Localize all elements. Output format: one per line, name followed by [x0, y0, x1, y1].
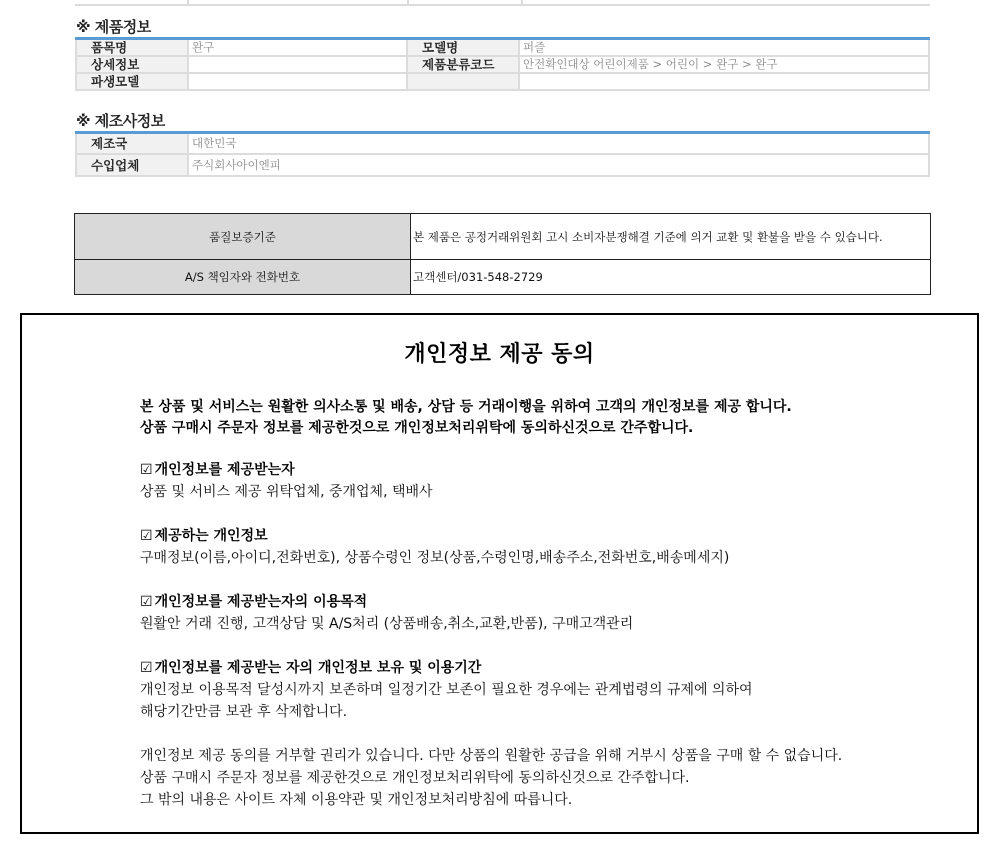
footer-line: 그 밖의 내용은 사이트 자체 이용약관 및 개인정보처리방침에 따릅니다. — [140, 792, 573, 808]
value-category-code: 안전확인대상 어린이제품 > 어린이 > 완구 > 완구 — [519, 56, 929, 73]
table-row — [76, 73, 929, 90]
table-row — [76, 39, 929, 57]
manufacturer-info-table — [75, 131, 930, 177]
table-row — [76, 56, 929, 73]
privacy-consent-box — [20, 313, 979, 834]
value-detail-info — [188, 56, 407, 73]
section-body: 원활안 거래 진행, 고객상담 및 A/S처리 (상품배송,취소,교환,반품), 구매고객관리 — [140, 616, 634, 632]
consent-section-recipient — [140, 459, 433, 503]
value-model-name: 퍼즐 — [519, 39, 929, 57]
value-item-name: 완구 — [188, 39, 407, 57]
section-body: 개인정보 이용목적 달성시까지 보존하며 일정기간 보존이 필요한 경우에는 관계법령의 규제에 의하여 — [140, 682, 753, 698]
table-row — [75, 214, 931, 260]
value-quality-standard: 본 제품은 공정거래위원회 고시 소비자분쟁해결 기준에 의거 교환 및 환불을 받을 수 있습니다. — [411, 214, 931, 260]
consent-section-provided-info — [140, 525, 729, 569]
checkbox-checked-icon: ☑ — [140, 594, 153, 610]
label-item-name: 품목명 — [76, 39, 188, 57]
consent-section-purpose — [140, 591, 633, 635]
section-body: 구매정보(이름,아이디,전화번호), 상품수령인 정보(상품,수령인명,배송주소,전화번호,배송메세지) — [140, 550, 730, 566]
consent-intro — [140, 397, 792, 439]
label-model-name: 모델명 — [407, 39, 519, 57]
label-derived-model: 파생모델 — [76, 73, 188, 90]
label-quality-standard: 품질보증기준 — [75, 214, 411, 260]
consent-title: 개인정보 제공 동의 — [404, 342, 595, 367]
intro-line: 상품 구매시 주문자 정보를 제공한것으로 개인정보처리위탁에 동의하신것으로 간주합니다. — [140, 420, 694, 436]
label-as-contact: A/S 책임자와 전화번호 — [75, 260, 411, 295]
label-category-code: 제품분류코드 — [407, 56, 519, 73]
consent-section-retention — [140, 657, 753, 723]
label-importer: 수입업체 — [76, 154, 188, 176]
footer-line: 상품 구매시 주문자 정보를 제공한것으로 개인정보처리위탁에 동의하신것으로 간주합니다. — [140, 770, 690, 786]
product-info-title: ※ 제품정보 — [76, 18, 151, 36]
table-row — [75, 260, 931, 295]
intro-line: 본 상품 및 서비스는 원활한 의사소통 및 배송, 상담 등 거래이행을 위하여 고객의 개인정보를 제공 합니다. — [140, 399, 792, 415]
label-empty — [407, 73, 519, 90]
value-as-contact: 고객센터/031-548-2729 — [411, 260, 931, 295]
section-heading: 개인정보를 제공받는자 — [154, 462, 295, 478]
value-empty — [519, 73, 929, 90]
section-heading: 개인정보를 제공받는 자의 개인정보 보유 및 이용기간 — [154, 660, 482, 676]
section-heading: 제공하는 개인정보 — [154, 528, 268, 544]
consent-footer — [140, 745, 842, 811]
footer-line: 개인정보 제공 동의를 거부할 권리가 있습니다. 다만 상품의 원활한 공급을 위해 거부시 상품을 구매 할 수 없습니다. — [140, 748, 843, 764]
section-heading: 개인정보를 제공받는자의 이용목적 — [154, 594, 368, 610]
table-row — [76, 133, 929, 155]
product-info-table — [75, 37, 930, 91]
section-body: 상품 및 서비스 제공 위탁업체, 중개업체, 택배사 — [140, 484, 433, 500]
section-body: 해당기간만큼 보관 후 삭제합니다. — [140, 704, 348, 720]
value-importer: 주식회사아이엔피 — [188, 154, 929, 176]
quality-as-table — [74, 213, 931, 295]
value-country: 대한민국 — [188, 133, 929, 155]
label-country: 제조국 — [76, 133, 188, 155]
checkbox-checked-icon: ☑ — [140, 660, 153, 676]
manufacturer-info-title: ※ 제조사정보 — [76, 112, 165, 130]
value-derived-model — [188, 73, 407, 90]
label-detail-info: 상세정보 — [76, 56, 188, 73]
checkbox-checked-icon: ☑ — [140, 462, 153, 478]
table-row — [76, 154, 929, 176]
previous-table-remnant — [75, 0, 930, 6]
checkbox-checked-icon: ☑ — [140, 528, 153, 544]
